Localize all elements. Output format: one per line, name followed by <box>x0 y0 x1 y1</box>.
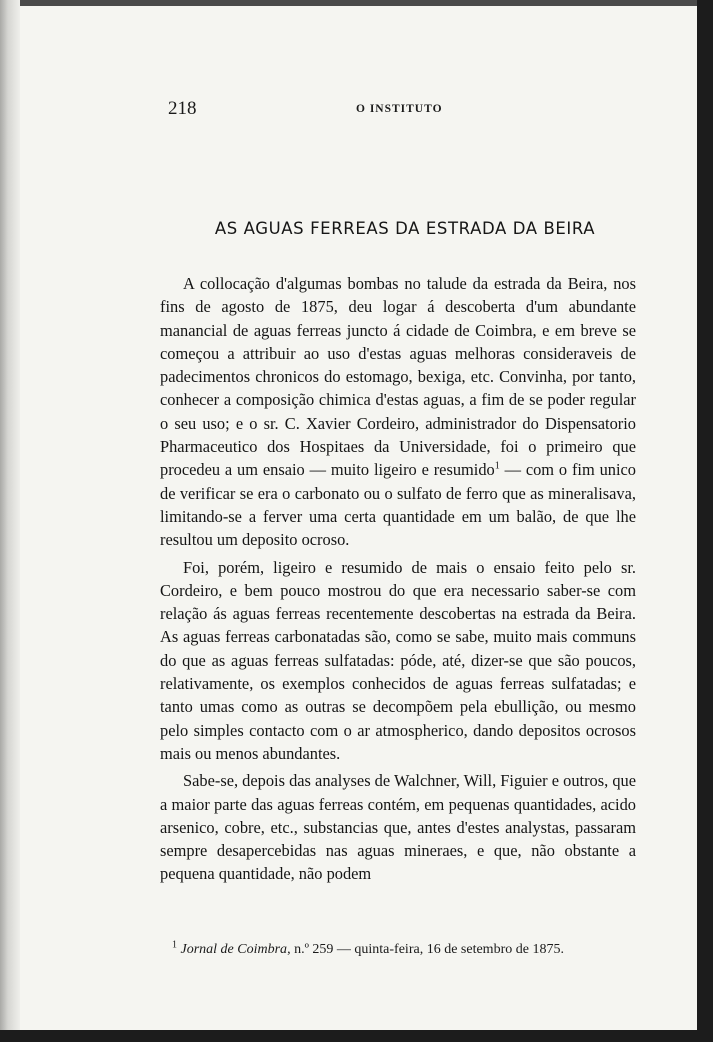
paragraph-1 <box>160 272 636 552</box>
footnote-journal: Jornal de Coimbra <box>180 942 288 957</box>
scan-top-edge <box>0 0 697 6</box>
scan-right-edge <box>697 0 713 1042</box>
article-title: AS AGUAS FERREAS DA ESTRADA DA BEIRA <box>214 219 596 238</box>
running-head: O INSTITUTO <box>356 103 443 115</box>
footnote-reference: 1 <box>494 460 500 472</box>
paragraph-2: Foi, porém, ligeiro e resumido de mais o ensaio feito pelo sr. Cordeiro, e bem pouco mostrou do que era necessario saber-se com relação ás aguas ferreas recentemente descobertas na estrada da Beira. As aguas ferreas carbonatadas são, como se sabe, muito mais communs do que as aguas ferreas sulfatadas: póde, até, dizer-se que são poucos, relativamente, os exemplos conhecidos de aguas ferreas sulfatadas; e tanto umas como as outras se decompõem pela ebullição, ou mesmo pelo simples contacto com o ar atmospherico, dando depositos ocrosos mais ou menos abundantes. <box>160 557 636 763</box>
paragraph-3: Sabe-se, depois das analyses de Walchner, Will, Figuier e outros, que a maior parte das aguas ferreas contém, em pequenas quantidades, acido arsenico, cobre, etc., substancias que, antes d'estes analystas, passaram sempre desapercebidas nas aguas mineraes, e que, não obstante a pequena quantidade, não podem <box>160 771 636 884</box>
footnote-marker: 1 <box>172 939 177 951</box>
paragraph-1-part-a: A collocação d'algumas bombas no talude da estrada da Beira, nos fins de agosto de 1875, deu logar á descoberta d'um abundante manancial de aguas ferreas juncto á cidade de Coimbra, e em breve se começou a attribuir ao uso d'estas aguas melhoras consideraveis de padecimentos chronicos do estomago, bexiga, etc. Convinha, por tanto, conhecer a composição chimica d'estas aguas, a fim de se poder regular o seu uso; e o sr. C. Xavier Cordeiro, administrador do Dispensatorio Pharmaceutico dos Hospitaes da Universidade, foi o primeiro que procedeu a um ensaio — muito ligeiro e resumido <box>160 274 636 480</box>
footnote <box>172 939 636 958</box>
page-binding-shadow <box>0 0 20 1030</box>
paragraph-1-part-b: — com o fim unico de verificar se era o carbonato ou o sulfato de ferro que as mineralisava, limitando-se a ferver uma certa quantidade em um balão, de que lhe resultou um deposito ocroso. <box>160 460 636 550</box>
page-number: 218 <box>168 98 197 119</box>
article-body <box>160 272 636 886</box>
page-header <box>168 98 634 124</box>
footnote-text: , n.º 259 — quinta-feira, 16 de setembro de 1875. <box>287 942 564 957</box>
